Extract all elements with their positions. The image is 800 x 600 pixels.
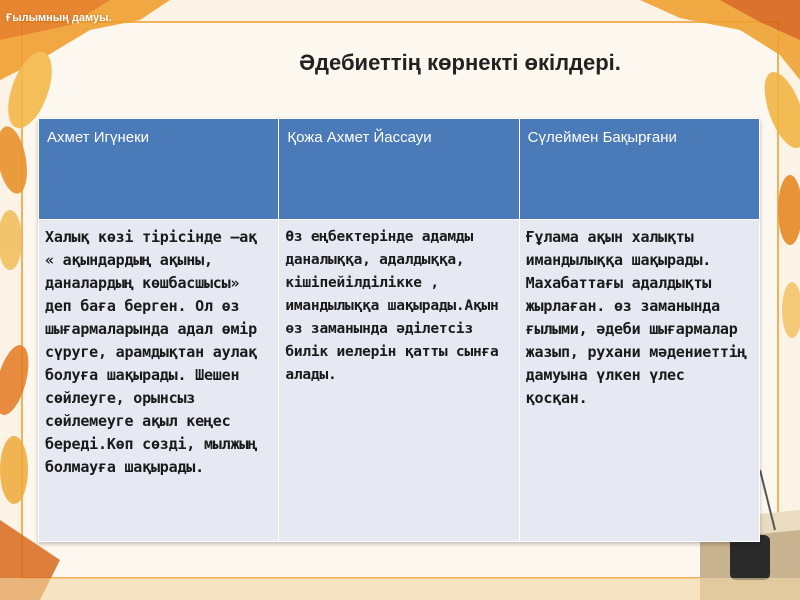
header-cell-1: Ахмет Игүнеки	[39, 119, 279, 220]
cell-khoja-ahmet-yassawi: Өз еңбектерінде адамды даналыққа, адалдыққа, кішіпейілділікке , имандылыққа шақырады.Ақын өз заманында әділетсіз билік иелерін қатты сынға алады.	[279, 220, 519, 542]
table-row	[39, 220, 760, 542]
table-header-row	[39, 119, 760, 220]
representatives-table	[38, 118, 760, 542]
page-title: Әдебиеттің көрнекті өкілдері.	[299, 50, 621, 75]
cell-ahmet-iugneki: Халық көзі тірісінде –ақ « ақындардың ақыны, даналардың көшбасшысы» деп баға берген. Ол өз шығармаларында адал өмір сүруге, арамдықтан аулақ болуға шақырады. Шешен сөйлеуге, орынсыз сөйлемеуге ақыл кеңес береді.Көп сөзді, мылжың болмауға шақырады.	[39, 220, 279, 542]
header-cell-2: Қожа Ахмет Йассауи	[279, 119, 519, 220]
corner-label: Ғылымның дамуы.	[6, 12, 112, 24]
cell-suleimen-bakyrgani: Ғұлама ақын халықты имандылыққа шақырады. Махабаттағы адалдықты жырлаған. өз заманында ғылыми, әдеби шығармалар жазып, рухани мәдениеттің дамуына үлкен үлес қосқан.	[519, 220, 759, 542]
header-cell-3: Сүлеймен Бақырғани	[519, 119, 759, 220]
